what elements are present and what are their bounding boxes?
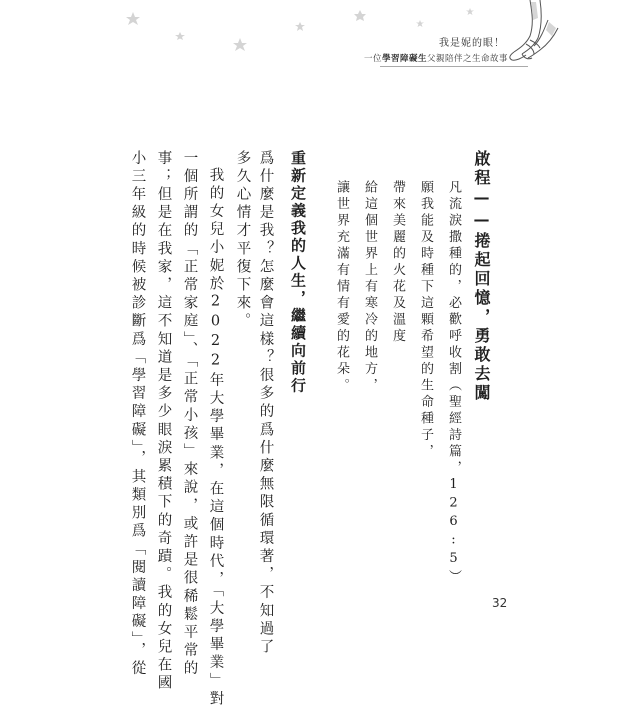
body-line: 小三年級的時候被診斷爲「學習障礙」，其類別爲「閱讀障礙」，從 (129, 150, 146, 679)
poem-line: 凡流淚撒種的，必歡呼收割（聖經詩篇，126:5） (446, 180, 461, 586)
poem-line: 讓世界充滿有情有愛的花朵。 (334, 180, 349, 395)
book-title: 我是妮的眼！ (439, 38, 505, 49)
star-icon (354, 10, 366, 21)
subtitle-prefix: 一位 (363, 54, 382, 64)
page-number: 32 (492, 596, 508, 610)
section-heading: 重新定義我的人生，繼續向前行 (289, 150, 307, 395)
star-icon (233, 38, 247, 51)
body-line: 一個所謂的「正常家庭」、「正常小孩」來說，或許是很稀鬆平常的 (181, 150, 198, 679)
holding-hands-illustration (500, 0, 560, 68)
star-icon (175, 32, 185, 40)
body-line: 事；但是在我家，這不知道是多少眼淚累積下的奇蹟。我的女兒在國 (155, 150, 172, 693)
subtitle-suffix: 父親陪伴之生命故事 (426, 54, 508, 64)
poem-line: 帶來美麗的火花及溫度 (390, 180, 405, 345)
book-subtitle (364, 52, 508, 64)
header-divider (380, 66, 528, 67)
body-line: 我的女兒小妮於2022年大學畢業，在這個時代，「大學畢業」對 (207, 167, 224, 709)
chapter-heading: 啟程——捲起回憶，勇敢去闖 (472, 150, 491, 403)
poem-line: 願我能及時種下這顆希望的生命種子， (418, 180, 433, 461)
star-icon (295, 22, 305, 31)
body-line: 爲什麼是我？怎麼會這樣？很多的爲什麼無限循環著，不知過了 (257, 150, 274, 657)
body-line: 多久心情才平復下來。 (234, 150, 251, 331)
star-icon (466, 8, 474, 15)
star-icon (416, 20, 424, 27)
star-icon (126, 12, 140, 25)
subtitle-emphasis: 學習障礙生 (381, 54, 427, 64)
poem-line: 給這個世界上有寒冷的地方， (362, 180, 377, 395)
